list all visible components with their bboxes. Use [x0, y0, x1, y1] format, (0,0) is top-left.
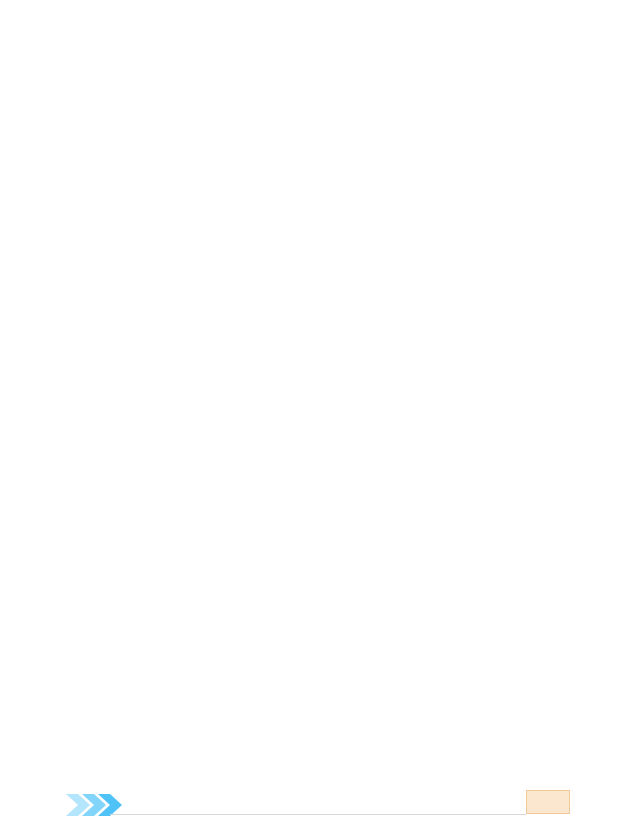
footer-divider — [110, 814, 526, 815]
page-number — [526, 790, 570, 814]
page-footer — [0, 790, 638, 820]
